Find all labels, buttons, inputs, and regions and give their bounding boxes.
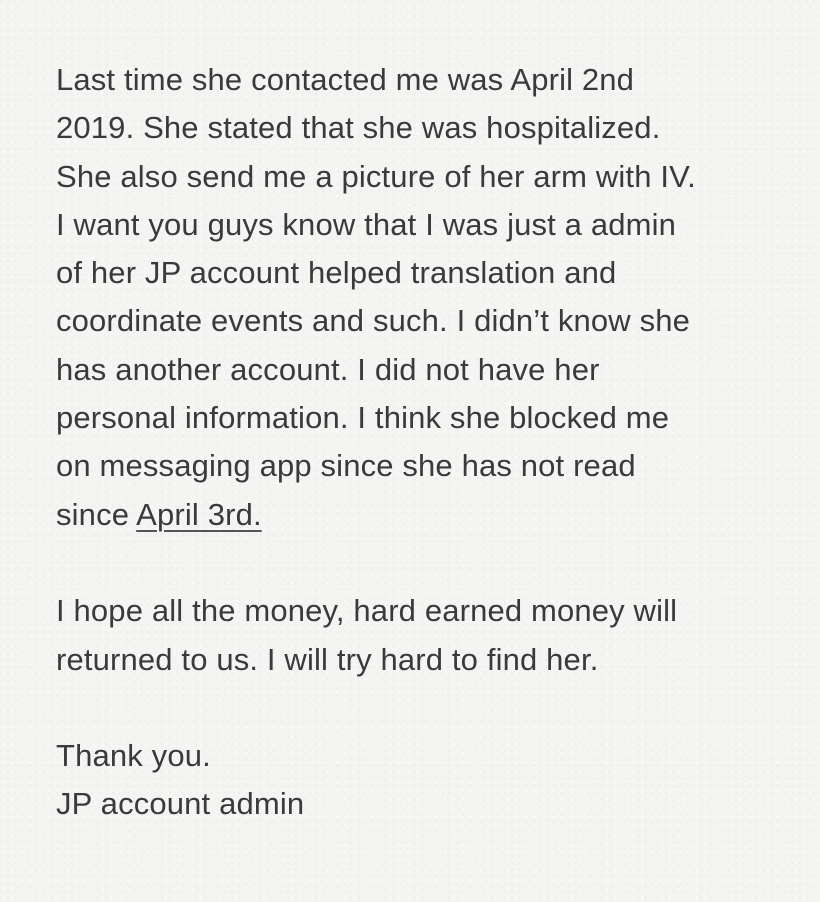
thanks-text: Thank you. [56, 738, 211, 774]
signature-text: JP account admin [56, 786, 305, 822]
paragraph-gap [56, 684, 776, 732]
closing [56, 732, 776, 829]
text-line: coordinate events and such. I didn’t know she [56, 303, 691, 339]
text-line: I hope all the money, hard earned money will [56, 593, 678, 629]
text-line: 2019. She stated that she was hospitalized. [56, 110, 661, 146]
text-line: Last time she contacted me was April 2nd [56, 62, 635, 97]
text-line: She also send me a picture of her arm with IV. [56, 158, 696, 194]
note-body [56, 56, 776, 829]
paragraph-2 [56, 587, 776, 684]
text-line: of her JP account helped translation and [56, 255, 617, 291]
paragraph-gap [56, 539, 776, 587]
text-prefix: since [56, 496, 137, 532]
text-line-last [56, 491, 776, 539]
text-line: I want you guys know that I was just a admin [56, 206, 677, 242]
text-line: on messaging app since she has not read [56, 448, 636, 484]
date-link[interactable]: April 3rd. [136, 496, 262, 532]
text-line: returned to us. I will try hard to find her. [56, 641, 599, 677]
paragraph-1 [56, 56, 776, 539]
text-line: personal information. I think she blocked me [56, 400, 670, 436]
text-line: has another account. I did not have her [56, 351, 600, 387]
